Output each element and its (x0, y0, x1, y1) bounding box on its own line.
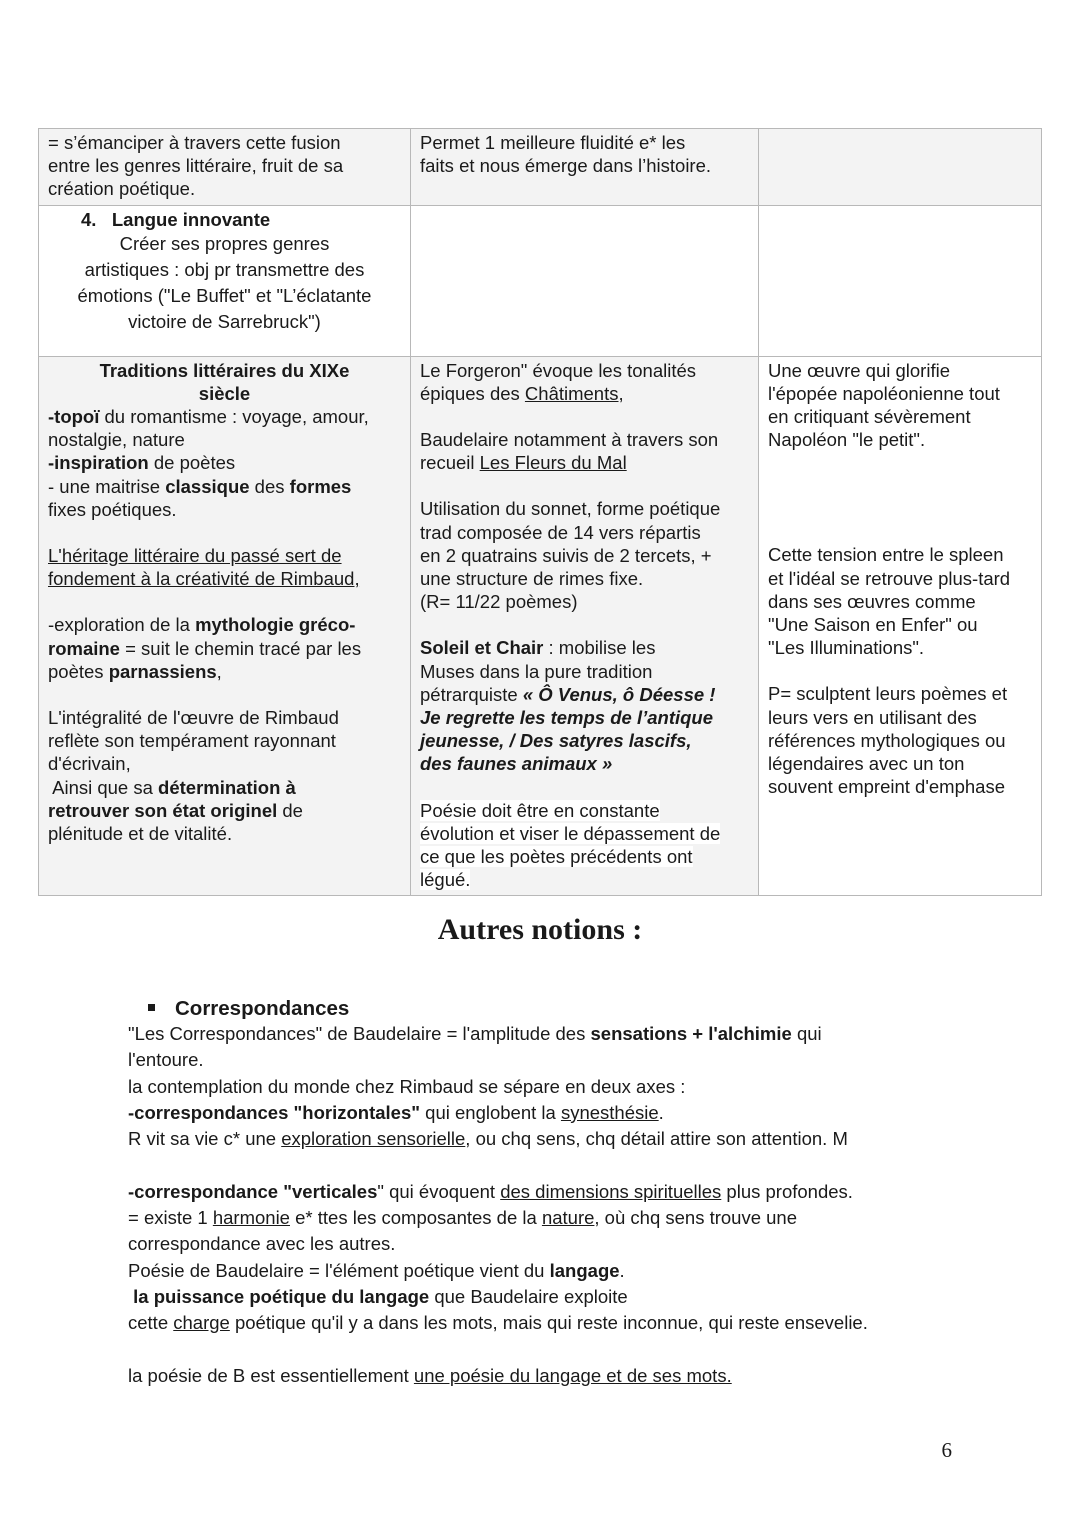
text-line: souvent empreint d'emphase (768, 776, 1005, 798)
bold-term: la puissance poétique du langage (128, 1285, 430, 1307)
text-span: la poésie de B est essentiellement (128, 1364, 414, 1386)
text-span: de poètes (148, 452, 236, 474)
paragraph-line (128, 1363, 988, 1389)
table-row (39, 129, 1042, 206)
square-bullet-icon (148, 1004, 155, 1011)
text-span: = existe 1 (128, 1207, 213, 1229)
quote-line: jeunesse, / Des satyres lascifs, (420, 730, 692, 752)
spacer (420, 405, 749, 428)
cell-r2-c3 (759, 205, 1042, 356)
cell-r1-c3 (759, 129, 1042, 206)
text-span: poètes (48, 660, 109, 682)
cell-r3-c2 (411, 356, 759, 896)
text-span: des (249, 475, 290, 497)
quote-text: « Ô Venus, ô Déesse ! (522, 683, 716, 705)
heading-line: siècle (198, 382, 251, 404)
text-span: , ou chq sens, chq détail attire son attention. M (465, 1128, 848, 1150)
text-span: R vit sa vie c* une (128, 1128, 282, 1150)
underlined-line: fondement à la créativité de Rimbaud, (48, 568, 360, 590)
underlined-term: une poésie du langage et de ses mots. (413, 1364, 732, 1386)
text-line: émotions ("Le Buffet" et "L’éclatante (77, 284, 372, 306)
text-line: Permet 1 meilleure fluidité e* les (420, 132, 686, 153)
numbered-heading (48, 208, 401, 231)
notes-table (38, 128, 1042, 896)
highlighted-text: Poésie doit être en constante (420, 799, 660, 821)
bullet-heading (128, 997, 988, 1021)
text-span: , où chq sens trouve une (594, 1207, 798, 1229)
text-line (420, 822, 749, 845)
quote-line: des faunes animaux » (420, 753, 613, 775)
text-line: et l'idéal se retrouve plus-tard (768, 567, 1011, 589)
bold-term: classique (165, 475, 250, 497)
text-span: que Baudelaire exploite (429, 1285, 628, 1307)
text-line: Utilisation du sonnet, forme poétique (420, 498, 721, 520)
text-line: Une œuvre qui glorifie (768, 359, 950, 381)
highlighted-text: évolution et viser le dépassement de (420, 822, 721, 844)
spacer (48, 521, 401, 544)
blank-line (128, 1152, 988, 1178)
text-line: Créer ses propres genres (119, 232, 330, 254)
bold-term: parnassiens (108, 660, 217, 682)
bold-term: sensations + l'alchimie (590, 1023, 792, 1044)
text-line: victoire de Sarrebruck") (128, 310, 321, 332)
text-span: " qui évoquent (377, 1180, 501, 1202)
text-line: création poétique. (48, 178, 196, 200)
text-line: Napoléon "le petit". (768, 429, 926, 451)
text-line (48, 660, 401, 683)
spacer (768, 520, 1032, 543)
text-span: qui englobent la (420, 1101, 561, 1123)
underlined-term: exploration sensorielle (281, 1128, 466, 1150)
text-line (48, 405, 401, 428)
table-row (39, 205, 1042, 356)
underlined-term: nature (541, 1207, 595, 1229)
bold-term: mythologie gréco- (195, 614, 356, 636)
spacer (420, 613, 749, 636)
text-line: "Une Saison en Enfer" ou (768, 614, 978, 636)
text-line (420, 636, 749, 659)
text-line: faits et nous émerge dans l’histoire. (420, 155, 712, 177)
underlined-term: des dimensions spirituelles (500, 1180, 722, 1202)
spacer (768, 451, 1032, 474)
text-line (48, 776, 401, 799)
text-line (420, 683, 749, 706)
text-span: recueil (420, 452, 480, 474)
text-span: . (658, 1101, 664, 1123)
text-line (48, 475, 401, 498)
text-line (420, 382, 749, 405)
bold-term: langage (549, 1259, 620, 1281)
heading-line: Traditions littéraires du XIXe (99, 359, 350, 381)
text-span: pétrarquiste (420, 683, 523, 705)
bold-term: retrouver son état originel (48, 799, 278, 821)
text-line: (R= 11/22 poèmes) (420, 591, 578, 613)
underlined-term: charge (173, 1312, 230, 1334)
text-line: Le Forgeron" évoque les tonalités (420, 359, 697, 381)
paragraph-line (128, 1179, 988, 1205)
bold-term: Soleil et Chair (420, 637, 544, 659)
text-line (420, 799, 749, 822)
text-line (48, 799, 401, 822)
text-line (48, 613, 401, 636)
text-line (420, 451, 749, 474)
bold-term: -topoï (48, 406, 100, 428)
text-line: une structure de rimes fixe. (420, 568, 644, 590)
text-span: de (277, 799, 303, 821)
text-span: épiques des (420, 382, 525, 404)
spacer (48, 590, 401, 613)
text-line (420, 868, 749, 891)
text-line: P= sculptent leurs poèmes et (768, 683, 1008, 705)
bullet-label: Correspondances (175, 997, 350, 1020)
spacer (768, 659, 1032, 682)
bold-term: -inspiration (48, 452, 149, 474)
text-line: en critiquant sévèrement (768, 406, 971, 428)
spacer (48, 683, 401, 706)
text-line: trad composée de 14 vers répartis (420, 521, 701, 543)
text-span: : mobilise les (543, 637, 656, 659)
cell-heading (48, 359, 401, 405)
underlined-title: Les Fleurs du Mal (479, 452, 627, 474)
paragraph-line (128, 1126, 988, 1152)
text-line (420, 845, 749, 868)
spacer (420, 474, 749, 497)
table-row (39, 356, 1042, 896)
quote-line: Je regrette les temps de l’antique (420, 707, 714, 729)
text-span: e* ttes les composantes de la (289, 1207, 542, 1229)
paragraph-line (128, 1284, 988, 1310)
item-title: Langue innovante (111, 208, 271, 230)
correspondances-section (128, 997, 988, 1389)
spacer (768, 474, 1032, 497)
paragraph-line (128, 1310, 988, 1336)
text-line: = s’émanciper à travers cette fusion (48, 132, 341, 153)
text-line: fixes poétiques. (48, 498, 177, 520)
text-line: artistiques : obj pr transmettre des (84, 258, 365, 280)
text-span: -exploration de la (48, 614, 196, 636)
spacer (420, 776, 749, 799)
text-line: références mythologiques ou (768, 729, 1006, 751)
text-span: = suit le chemin tracé par les (119, 637, 362, 659)
underlined-title: Châtiments (524, 382, 619, 404)
text-span: - une maitrise (48, 475, 166, 497)
text-line: reflète son tempérament rayonnant (48, 730, 336, 752)
cell-r3-c3 (759, 356, 1042, 896)
highlighted-text: ce que les poètes précédents ont (420, 846, 693, 868)
paragraph-line: correspondance avec les autres. (128, 1233, 396, 1255)
text-span: poétique qu'il y a dans les mots, mais qui reste inconnue, qui reste ensevelie. (229, 1312, 868, 1334)
text-span: Ainsi que sa (48, 776, 159, 798)
underlined-term: harmonie (212, 1207, 290, 1229)
text-line: dans ses œuvres comme (768, 590, 976, 612)
text-span: qui (791, 1023, 822, 1044)
paragraph-line (128, 1100, 988, 1126)
cell-r2-c2 (411, 205, 759, 356)
cell-r3-c1 (39, 356, 411, 896)
text-line: leurs vers en utilisant des (768, 706, 977, 728)
section-title: Autres notions : (437, 913, 643, 946)
text-span: cette (128, 1312, 174, 1334)
text-line: Baudelaire notamment à travers son (420, 429, 719, 451)
highlighted-text: légué. (420, 869, 471, 891)
blank-line (128, 1337, 988, 1363)
paragraph-line (128, 1258, 988, 1284)
text-line: l'épopée napoléonienne tout (768, 382, 1000, 404)
bold-term: -correspondance "verticales (128, 1180, 378, 1202)
text-line: Cette tension entre le spleen (768, 544, 1004, 566)
underlined-term: synesthésie (560, 1101, 659, 1123)
text-line: en 2 quatrains suivis de 2 tercets, + (420, 544, 712, 566)
text-span: plus profondes. (721, 1180, 853, 1202)
paragraph-line (128, 1021, 988, 1047)
paragraph-line (128, 1205, 988, 1231)
cell-r1-c1 (39, 129, 411, 206)
text-line: Muses dans la pure tradition (420, 660, 653, 682)
text-span: "Les Correspondances" de Baudelaire = l'amplitude des (128, 1023, 591, 1044)
text-span: , (618, 382, 624, 404)
text-span: Poésie de Baudelaire = l'élément poétique vient du (128, 1259, 550, 1281)
text-line: légendaires avec un ton (768, 753, 965, 775)
text-line: d'écrivain, (48, 753, 131, 775)
text-span: , (216, 660, 222, 682)
bold-term: détermination à (158, 776, 296, 798)
text-span: . (619, 1259, 625, 1281)
item-number: 4. (81, 208, 97, 230)
spacer (768, 497, 1032, 520)
text-line: L'intégralité de l'œuvre de Rimbaud (48, 707, 339, 729)
paragraph-line: la contemplation du monde chez Rimbaud se sépare en deux axes : (128, 1075, 686, 1097)
paragraph-line: l'entoure. (128, 1049, 204, 1071)
bold-term: -correspondances "horizontales" (128, 1101, 421, 1123)
cell-r2-c1 (39, 205, 411, 356)
text-line: "Les Illuminations". (768, 637, 925, 659)
underlined-line: L'héritage littéraire du passé sert de (48, 545, 342, 567)
text-line (48, 637, 401, 660)
bold-term: romaine (48, 637, 120, 659)
text-line: plénitude et de vitalité. (48, 823, 233, 845)
cell-r1-c2 (411, 129, 759, 206)
bold-term: formes (289, 475, 352, 497)
text-line: entre les genres littéraire, fruit de sa (48, 155, 344, 177)
text-line (48, 451, 401, 474)
text-span: du romantisme : voyage, amour, (99, 406, 369, 428)
text-line: nostalgie, nature (48, 429, 185, 451)
page-number: 6 (941, 1438, 952, 1462)
